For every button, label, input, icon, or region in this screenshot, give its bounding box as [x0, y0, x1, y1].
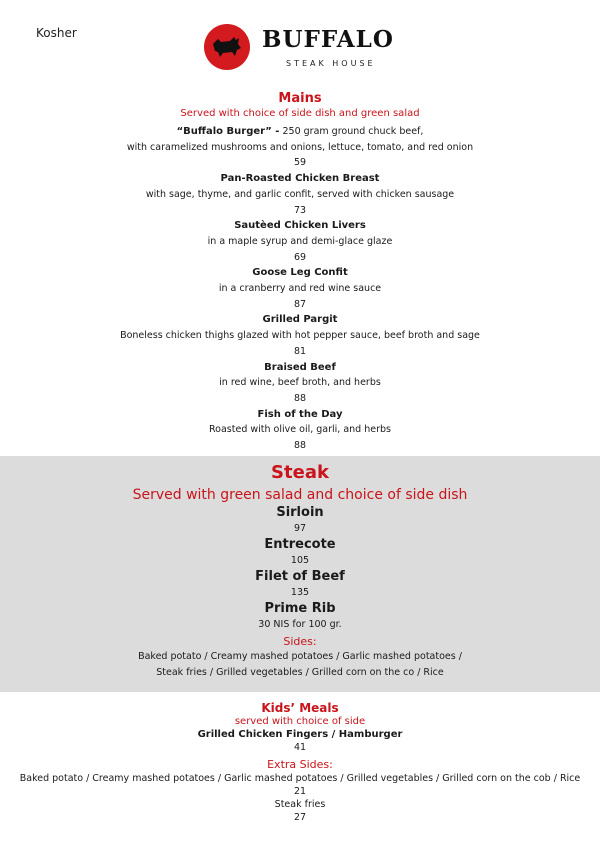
- brand-name: BUFFALO: [262, 26, 394, 53]
- steak-item-price: 97: [293, 523, 307, 534]
- kids-title: Kids’ Meals: [261, 701, 339, 715]
- sides-title: Sides:: [283, 635, 317, 648]
- extra-sides-list: Baked potato / Creamy mashed potatoes / Garlic mashed potatoes / Grilled vegetables / Grilled corn on the cob / Rice: [19, 773, 581, 784]
- menu-item-price: 81: [293, 345, 307, 357]
- extra-sides-title: Extra Sides:: [267, 758, 333, 771]
- steak-section: [0, 460, 600, 681]
- menu-item-desc: in a maple syrup and demi-glace glaze: [207, 235, 393, 247]
- mains-title: Mains: [278, 91, 322, 106]
- menu-item-desc: in red wine, beef broth, and herbs: [219, 377, 381, 389]
- kosher-label: Kosher: [36, 26, 77, 40]
- menu-item-name: “Buffalo Burger” - 250 gram ground chuck beef,: [176, 126, 424, 137]
- bull-icon: [204, 24, 250, 70]
- kids-item-price: 41: [293, 742, 307, 753]
- steak-item-price: 30 NIS for 100 gr.: [258, 619, 342, 630]
- menu-item-name: Fish of the Day: [257, 408, 343, 420]
- menu-item-name: Grilled Pargit: [262, 314, 338, 326]
- menu-item-price: 69: [293, 251, 307, 263]
- steak-item-name: Entrecote: [264, 537, 336, 552]
- steak-title: Steak: [271, 462, 329, 483]
- menu-item-desc: Roasted with olive oil, garli, and herbs: [209, 424, 391, 436]
- sides-list: Steak fries / Grilled vegetables / Grilled corn on the co / Rice: [156, 667, 444, 678]
- menu-item-name: Goose Leg Confit: [252, 267, 348, 279]
- kids-section: [0, 700, 600, 824]
- menu-item-desc: with sage, thyme, and garlic confit, served with chicken sausage: [145, 188, 455, 200]
- steak-item-price: 135: [290, 587, 310, 598]
- menu-item-name: Sautèed Chicken Livers: [234, 220, 366, 232]
- kids-subtitle: served with choice of side: [234, 716, 366, 727]
- steak-item-name: Sirloin: [276, 505, 324, 520]
- steak-fries-label: Steak fries: [274, 799, 326, 810]
- brand-subtitle: STEAK HOUSE: [286, 59, 376, 68]
- menu-item-price: 73: [293, 204, 307, 216]
- steak-item-price: 105: [290, 555, 310, 566]
- sides-list: Baked potato / Creamy mashed potatoes / Garlic mashed potatoes /: [138, 651, 462, 662]
- menu-item-desc: with caramelized mushrooms and onions, lettuce, tomato, and red onion: [126, 141, 474, 153]
- steak-fries-price: 27: [293, 812, 307, 823]
- menu-item-price: 59: [293, 157, 307, 169]
- steak-item-name: Filet of Beef: [255, 569, 345, 584]
- steak-subtitle: Served with green salad and choice of side dish: [132, 487, 468, 503]
- menu-item-name: Braised Beef: [264, 361, 336, 373]
- steak-item-name: Prime Rib: [264, 601, 336, 616]
- mains-subtitle: Served with choice of side dish and green salad: [180, 108, 420, 119]
- menu-item-price: 87: [293, 298, 307, 310]
- menu-item-desc: in a cranberry and red wine sauce: [218, 283, 382, 295]
- menu-item-name: Pan-Roasted Chicken Breast: [220, 173, 380, 185]
- buffalo-logo: [204, 24, 404, 76]
- mains-section: [0, 91, 600, 454]
- menu-item-price: 88: [293, 440, 307, 452]
- menu-item-price: 88: [293, 392, 307, 404]
- menu-item-desc: Boneless chicken thighs glazed with hot pepper sauce, beef broth and sage: [120, 330, 480, 342]
- kids-item-name: Grilled Chicken Fingers / Hamburger: [197, 729, 403, 740]
- extra-sides-price: 21: [293, 786, 307, 797]
